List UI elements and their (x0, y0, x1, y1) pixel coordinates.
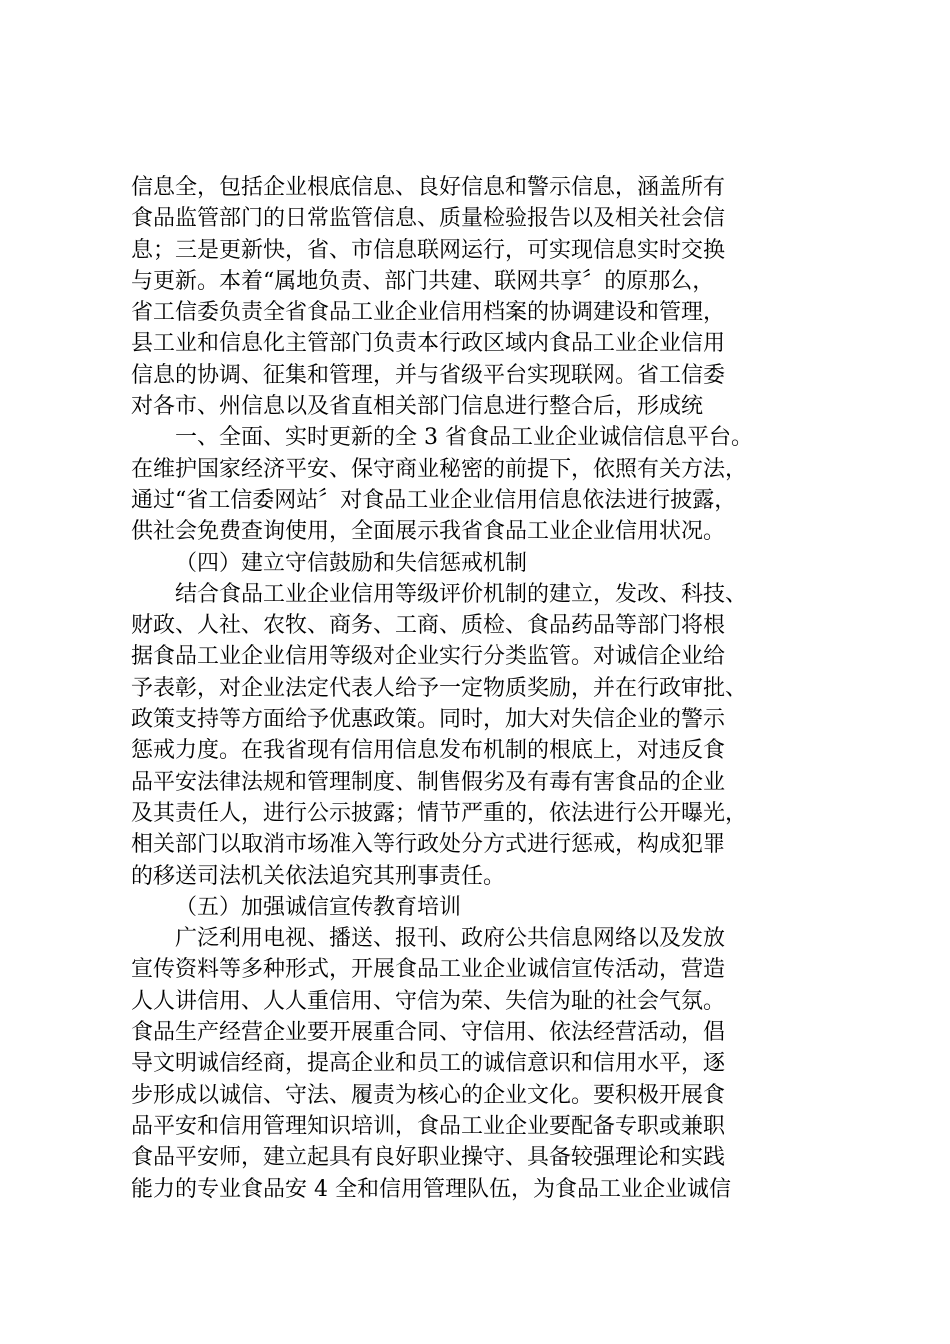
text-line: 惩戒力度。在我省现有信用信息发布机制的根底上，对违反食 (131, 738, 726, 764)
text-line: 信息的协调、征集和管理，并与省级平台实现联网。省工信委 (131, 362, 726, 388)
text-line: 食品平安师，建立起具有良好职业操守、具备较强理论和实践 (131, 1145, 726, 1171)
text-line: 导文明诚信经商，提高企业和员工的诚信意识和信用水平，逐 (131, 1051, 726, 1077)
text-line: 省工信委负责全省食品工业企业信用档案的协调建设和管理， (131, 300, 726, 326)
text-line: 一、全面、实时更新的全 3 省食品工业企业诚信信息平台。 (175, 425, 753, 451)
text-line: 人人讲信用、人人重信用、守信为荣、失信为耻的社会气氛。 (131, 988, 726, 1014)
text-line: 的移送司法机关依法追究其刑事责任。 (131, 863, 506, 889)
text-line: 宣传资料等多种形式，开展食品工业企业诚信宣传活动，营造 (131, 957, 726, 983)
text-line: 步形成以诚信、守法、履责为核心的企业文化。要积极开展食 (131, 1082, 726, 1108)
text-line: 息；三是更新快，省、市信息联网运行，可实现信息实时交换 (131, 237, 726, 263)
text-line: 广泛利用电视、播送、报刊、政府公共信息网络以及发放 (175, 926, 726, 952)
section-heading: （五）加强诚信宣传教育培训 (175, 894, 462, 920)
text-line: 食品监管部门的日常监管信息、质量检验报告以及相关社会信 (131, 206, 726, 232)
text-line: 据食品工业企业信用等级对企业实行分类监管。对诚信企业给 (131, 644, 726, 670)
text-line: 通过“省工信委网站〞对食品工业企业信用信息依法进行披露， (131, 487, 737, 513)
text-line: 县工业和信息化主管部门负责本行政区域内食品工业企业信用 (131, 331, 726, 357)
text-line: 食品生产经营企业要开展重合同、守信用、依法经营活动，倡 (131, 1020, 726, 1046)
text-line: 能力的专业食品安 4 全和信用管理队伍，为食品工业企业诚信 (131, 1176, 731, 1202)
text-line: 予表彰，对企业法定代表人给予一定物质奖励，并在行政审批、 (131, 675, 748, 701)
text-line: 对各市、州信息以及省直相关部门信息进行整合后，形成统 (131, 394, 704, 420)
text-line: 信息全，包括企业根底信息、良好信息和警示信息，涵盖所有 (131, 175, 726, 200)
body-text (131, 172, 831, 1205)
text-line: 相关部门以取消市场准入等行政处分方式进行惩戒，构成犯罪 (131, 832, 726, 858)
text-line: 政策支持等方面给予优惠政策。同时，加大对失信企业的警示 (131, 707, 726, 733)
text-line: 与更新。本着“属地负责、部门共建、联网共享〞的原那么， (131, 268, 715, 294)
text-line: 结合食品工业企业信用等级评价机制的建立，发改、科技、 (175, 581, 748, 607)
section-heading: （四）建立守信鼓励和失信惩戒机制 (175, 550, 528, 576)
text-line: 财政、人社、农牧、商务、工商、质检、食品药品等部门将根 (131, 613, 726, 639)
text-line: 品平安和信用管理知识培训，食品工业企业要配备专职或兼职 (131, 1113, 726, 1139)
text-line: 品平安法律法规和管理制度、制售假劣及有毒有害食品的企业 (131, 769, 726, 795)
text-line: 及其责任人，进行公示披露；情节严重的，依法进行公开曝光， (131, 800, 748, 826)
text-line: 在维护国家经济平安、保守商业秘密的前提下，依照有关方法， (131, 456, 748, 482)
text-line: 供社会免费查询使用，全面展示我省食品工业企业信用状况。 (131, 519, 726, 545)
